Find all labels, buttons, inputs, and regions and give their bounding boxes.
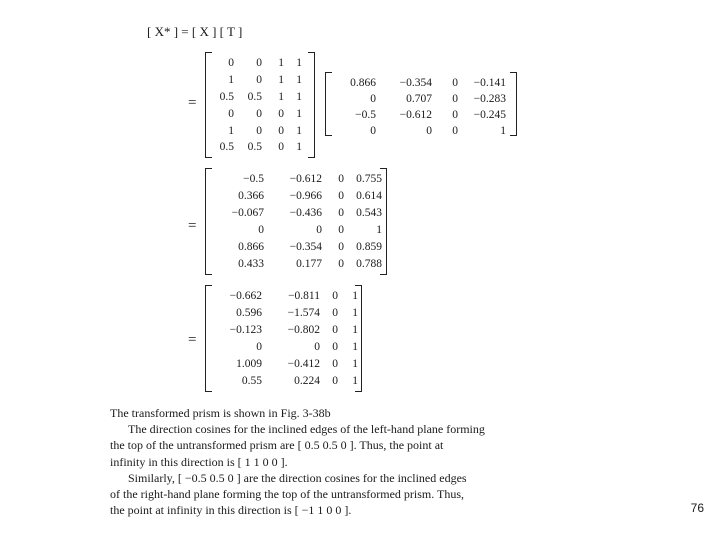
matrix-x-cell: 1 xyxy=(228,124,234,137)
text-line-7: the point at infinity in this direction is [ −1 1 0 0 ]. xyxy=(110,503,352,518)
matrix-t-cell: 0.866 xyxy=(350,77,376,89)
text-line-5: Similarly, [ −0.5 0.5 0 ] are the direction cosines for the inclined edges xyxy=(128,470,467,485)
matrix-x-cell: 1 xyxy=(296,107,302,120)
matrix-x-cell: 0.5 xyxy=(219,141,234,154)
matrix-x-cell: 1 xyxy=(278,90,284,103)
matrix-x xyxy=(205,52,315,158)
text-line-1: The transformed prism is shown in Fig. 3-38b xyxy=(110,406,331,420)
matrix-t-cell: −0.141 xyxy=(473,77,506,89)
matrix-result-cell: −0.412 xyxy=(287,358,320,371)
matrix-result-cell: 1 xyxy=(352,375,358,388)
matrix-result-cell: 0 xyxy=(332,324,338,337)
matrix-result-cell: 0.596 xyxy=(236,307,262,320)
matrix-x-cell: 0.5 xyxy=(247,141,262,154)
text-line-6: of the right-hand plane forming the top of the untransformed prism. Thus, xyxy=(110,487,465,502)
matrix-product-cell: 1 xyxy=(376,224,382,237)
matrix-product-cell: −0.436 xyxy=(289,207,322,220)
equals-sign-2: = xyxy=(188,218,197,234)
matrix-x-cell: 1 xyxy=(296,73,302,86)
matrix-product-cell: 0.755 xyxy=(356,173,382,185)
matrix-t-cell: 1 xyxy=(500,125,506,138)
text-line-2: The direction cosines for the inclined edges of the left-hand plane forming xyxy=(128,422,485,437)
matrix-result-cell: −0.123 xyxy=(229,324,262,337)
matrix-product-cell: 0 xyxy=(338,258,344,271)
matrix-result-cell: 0 xyxy=(332,358,338,371)
matrix-product-cell: −0.966 xyxy=(289,190,322,203)
matrix-x-cell: 1 xyxy=(296,141,302,154)
matrix-result-cell: 0 xyxy=(332,341,338,354)
matrix-x-cell: 0 xyxy=(256,73,262,86)
matrix-result-cell: 0 xyxy=(332,307,338,320)
matrix-x-cell: 0 xyxy=(256,124,262,137)
matrix-product-cell: 0.543 xyxy=(356,207,382,220)
text-line-3: the top of the untransformed prism are [ 0.5 0.5 0 ]. Thus, the point at xyxy=(110,438,444,453)
matrix-product-cell: 0 xyxy=(338,224,344,237)
matrix-t-cell: −0.612 xyxy=(399,109,432,122)
matrix-x-cells xyxy=(212,58,302,154)
body-text xyxy=(110,405,570,518)
matrix-x-cell: 0 xyxy=(278,141,284,154)
matrix-result-cell: 0 xyxy=(256,341,262,354)
matrix-product xyxy=(205,168,387,275)
matrix-product-cell: −0.354 xyxy=(289,241,322,254)
text-line-4: infinity in this direction is [ 1 1 0 0 ]. xyxy=(110,454,288,469)
matrix-result-cell: 0 xyxy=(332,290,338,302)
page-number: 76 xyxy=(690,501,704,515)
matrix-product-cell: 0 xyxy=(338,207,344,220)
matrix-result xyxy=(205,285,362,392)
matrix-x-cell: 0 xyxy=(278,124,284,137)
matrix-x-cell: 1 xyxy=(296,57,302,69)
matrix-product-cell: 0 xyxy=(338,173,344,185)
matrix-product-cell: 0.366 xyxy=(238,190,264,203)
matrix-result-cell: 0 xyxy=(332,375,338,388)
matrix-t-cell: −0.354 xyxy=(399,77,432,89)
matrix-result-cell: 1 xyxy=(352,324,358,337)
equation-header: [ X* ] = [ X ] [ T ] xyxy=(147,24,243,39)
matrix-result-cell: −0.811 xyxy=(288,290,320,302)
matrix-x-cell: 0.5 xyxy=(219,90,234,103)
matrix-product-cell: 0.788 xyxy=(356,258,382,271)
matrix-x-cell: 0 xyxy=(228,57,234,69)
matrix-t xyxy=(325,72,517,136)
matrix-t-cell: 0.707 xyxy=(406,93,432,106)
equals-sign-3: = xyxy=(188,332,197,348)
matrix-x-cell: 1 xyxy=(278,57,284,69)
matrix-x-cell: 0 xyxy=(278,107,284,120)
matrix-result-cell: −1.574 xyxy=(287,307,320,320)
matrix-x-cell: 0 xyxy=(228,107,234,120)
matrix-t-cell: −0.5 xyxy=(355,109,376,122)
matrix-t-cell: 0 xyxy=(370,125,376,138)
matrix-t-cell: 0 xyxy=(426,125,432,138)
matrix-product-cell: 0.177 xyxy=(296,258,322,271)
matrix-product-cell: 0 xyxy=(316,224,322,237)
matrix-t-cells xyxy=(332,78,506,138)
matrix-result-cell: −0.802 xyxy=(287,324,320,337)
equals-sign-1: = xyxy=(188,95,197,111)
matrix-t-cell: 0 xyxy=(452,125,458,138)
matrix-product-cell: 0 xyxy=(258,224,264,237)
matrix-result-cell: 1 xyxy=(352,358,358,371)
matrix-product-cell: 0.433 xyxy=(238,258,264,271)
matrix-product-cell: 0.614 xyxy=(356,190,382,203)
matrix-product-cell: 0 xyxy=(338,241,344,254)
matrix-result-cell: 1 xyxy=(352,341,358,354)
matrix-x-cell: 1 xyxy=(228,73,234,86)
matrix-result-cell: 1 xyxy=(352,290,358,302)
matrix-x-cell: 0 xyxy=(256,57,262,69)
matrix-result-cell: 1 xyxy=(352,307,358,320)
matrix-x-cell: 1 xyxy=(278,73,284,86)
matrix-product-cell: −0.067 xyxy=(231,207,264,220)
matrix-t-cell: 0 xyxy=(452,109,458,122)
matrix-product-cell: −0.612 xyxy=(289,173,322,185)
matrix-t-cell: 0 xyxy=(452,77,458,89)
matrix-product-cell: −0.5 xyxy=(243,173,264,185)
matrix-product-cell: 0.866 xyxy=(238,241,264,254)
matrix-t-cell: −0.245 xyxy=(473,109,506,122)
matrix-result-cell: 1.009 xyxy=(236,358,262,371)
matrix-x-cell: 1 xyxy=(296,90,302,103)
matrix-result-cell: 0.224 xyxy=(294,375,320,388)
matrix-product-cell: 0.859 xyxy=(356,241,382,254)
matrix-x-cell: 1 xyxy=(296,124,302,137)
matrix-product-cell: 0 xyxy=(338,190,344,203)
matrix-product-cells xyxy=(212,174,382,271)
matrix-result-cells xyxy=(212,291,358,388)
matrix-x-cell: 0 xyxy=(256,107,262,120)
matrix-t-cell: −0.283 xyxy=(473,93,506,106)
matrix-result-cell: 0 xyxy=(314,341,320,354)
matrix-result-cell: −0.662 xyxy=(229,290,262,302)
matrix-t-cell: 0 xyxy=(452,93,458,106)
matrix-x-cell: 0.5 xyxy=(247,90,262,103)
matrix-t-cell: 0 xyxy=(370,93,376,106)
matrix-result-cell: 0.55 xyxy=(241,375,262,388)
